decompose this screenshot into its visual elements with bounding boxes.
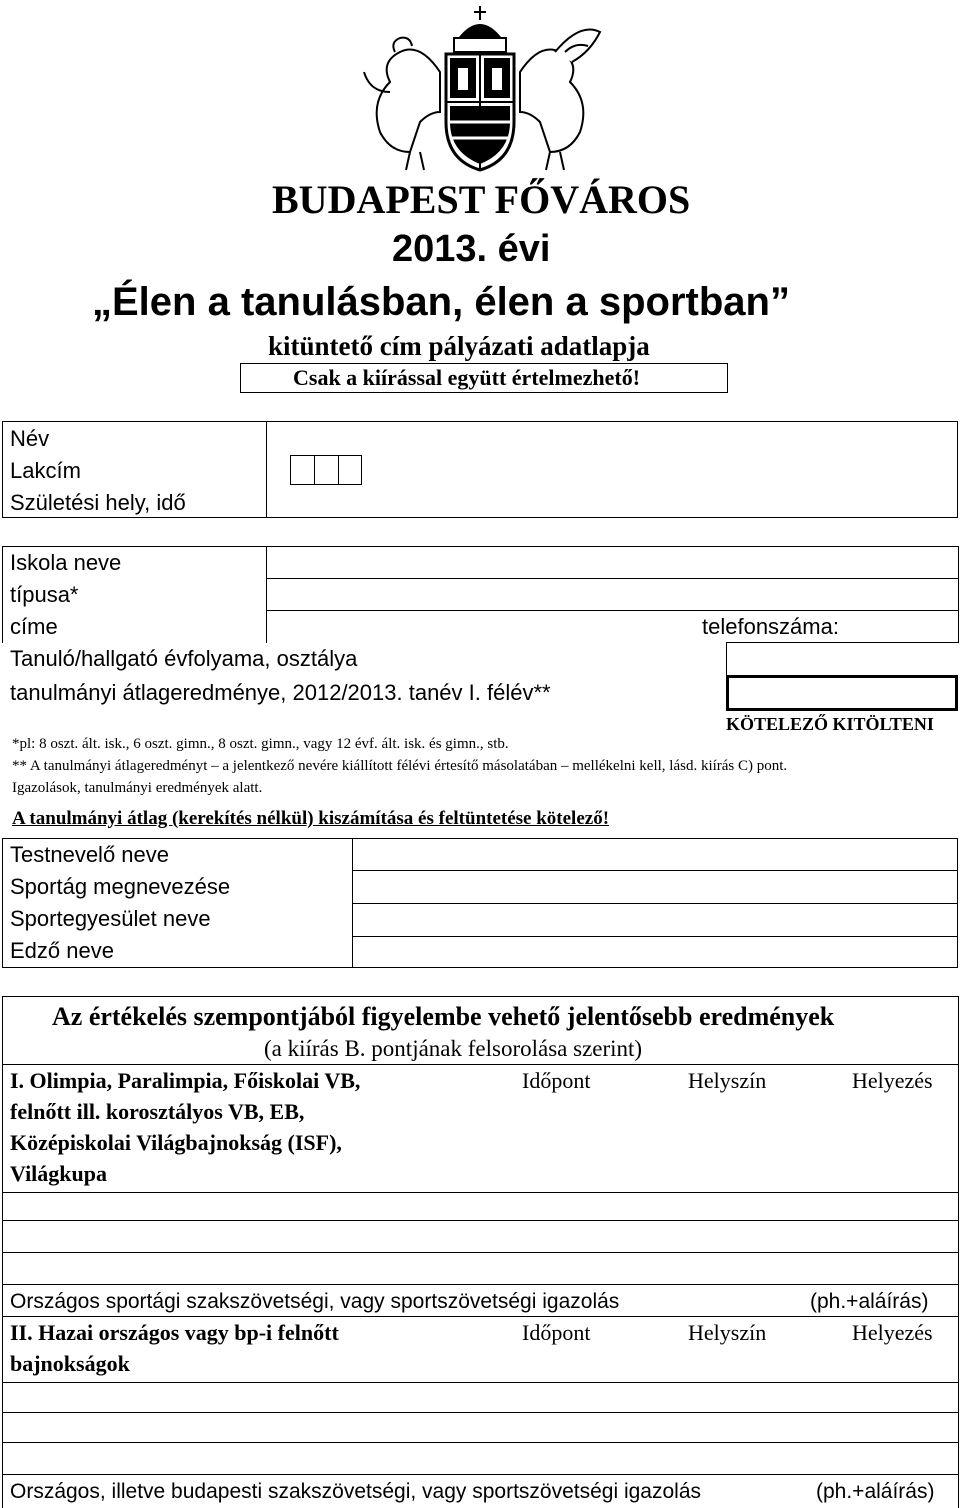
section2-line1: II. Hazai országos vagy bp-i felnőtt [10, 1320, 339, 1345]
col-place-2: Helyszín [688, 1320, 767, 1345]
label-birth: Születési hely, idő [10, 490, 186, 515]
results-subtitle: (a kiírás B. pontjának felsorolása szerint) [264, 1036, 643, 1061]
label-name: Név [10, 426, 50, 451]
col-date-1: Időpont [522, 1068, 591, 1093]
note-box [240, 363, 728, 393]
section2-line2: bajnokságok [10, 1351, 130, 1376]
note-school-types: *pl: 8 oszt. ált. isk., 6 oszt. gimn., 8 oszt. gimn., vagy 12 évf. ált. isk. és gimn., stb. [12, 736, 509, 752]
section1-line3: Középiskolai Világbajnokság (ISF), [10, 1130, 342, 1155]
note-text: Csak a kiírással együtt értelmezhető! [293, 365, 641, 390]
section1-line4: Világkupa [10, 1161, 108, 1186]
label-address: Lakcím [10, 458, 81, 483]
label-sport: Sportág megnevezése [10, 874, 231, 899]
section1-line1: I. Olimpia, Paralimpia, Főiskolai VB, [10, 1068, 361, 1093]
stamp-2: (ph.+aláírás) [816, 1480, 935, 1503]
title-motto: „Élen a tanulásban, élen a sportban” [92, 280, 790, 324]
col-place-1: Helyszín [688, 1068, 767, 1093]
label-average: tanulmányi átlageredménye, 2012/2013. tanév I. félév** [10, 680, 551, 705]
label-club: Sportegyesület neve [10, 906, 211, 931]
title-subtitle: kitüntető cím pályázati adatlapja [268, 331, 650, 361]
note-certificates: Igazolások, tanulmányi eredmények alatt. [12, 780, 263, 796]
average-input[interactable] [726, 675, 958, 711]
col-date-2: Időpont [522, 1320, 591, 1345]
mandatory-label: KÖTELEZŐ KITÖLTENI [726, 714, 934, 734]
title-budapest: BUDAPEST FŐVÁROS [272, 177, 691, 222]
results-title: Az értékelés szempontjából figyelembe vehető jelentősebb eredmények [52, 1002, 835, 1031]
col-rank-1: Helyezés [852, 1068, 933, 1093]
section1-line2: felnőtt ill. korosztályos VB, EB, [10, 1099, 305, 1124]
title-year: 2013. évi [392, 228, 551, 270]
certificate-1: Országos sportági szakszövetségi, vagy sportszövetségi igazolás [10, 1290, 620, 1313]
label-school-address: címe [10, 614, 58, 639]
certificate-2: Országos, illetve budapesti szakszövetségi, vagy sportszövetségi igazolás [10, 1480, 702, 1503]
note-emphasis: A tanulmányi átlag (kerekítés nélkül) kiszámítása és feltüntetése kötelező! [12, 808, 610, 829]
label-school-type: típusa* [10, 582, 79, 607]
coat-of-arms [350, 2, 610, 174]
birthdate-boxes [290, 455, 362, 485]
note-average: ** A tanulmányi átlageredményt – a jelentkező nevére kiállított félévi értesítő másolatában – mellékelni kell, lásd. kiírás C) pont. [12, 758, 788, 774]
label-school-name: Iskola neve [10, 550, 122, 575]
label-pe-teacher: Testnevelő neve [10, 842, 169, 867]
label-school-phone: telefonszáma: [702, 614, 839, 639]
label-coach: Edző neve [10, 938, 114, 963]
label-grade: Tanuló/hallgató évfolyama, osztálya [10, 646, 358, 671]
stamp-1: (ph.+aláírás) [810, 1290, 929, 1313]
col-rank-2: Helyezés [852, 1320, 933, 1345]
